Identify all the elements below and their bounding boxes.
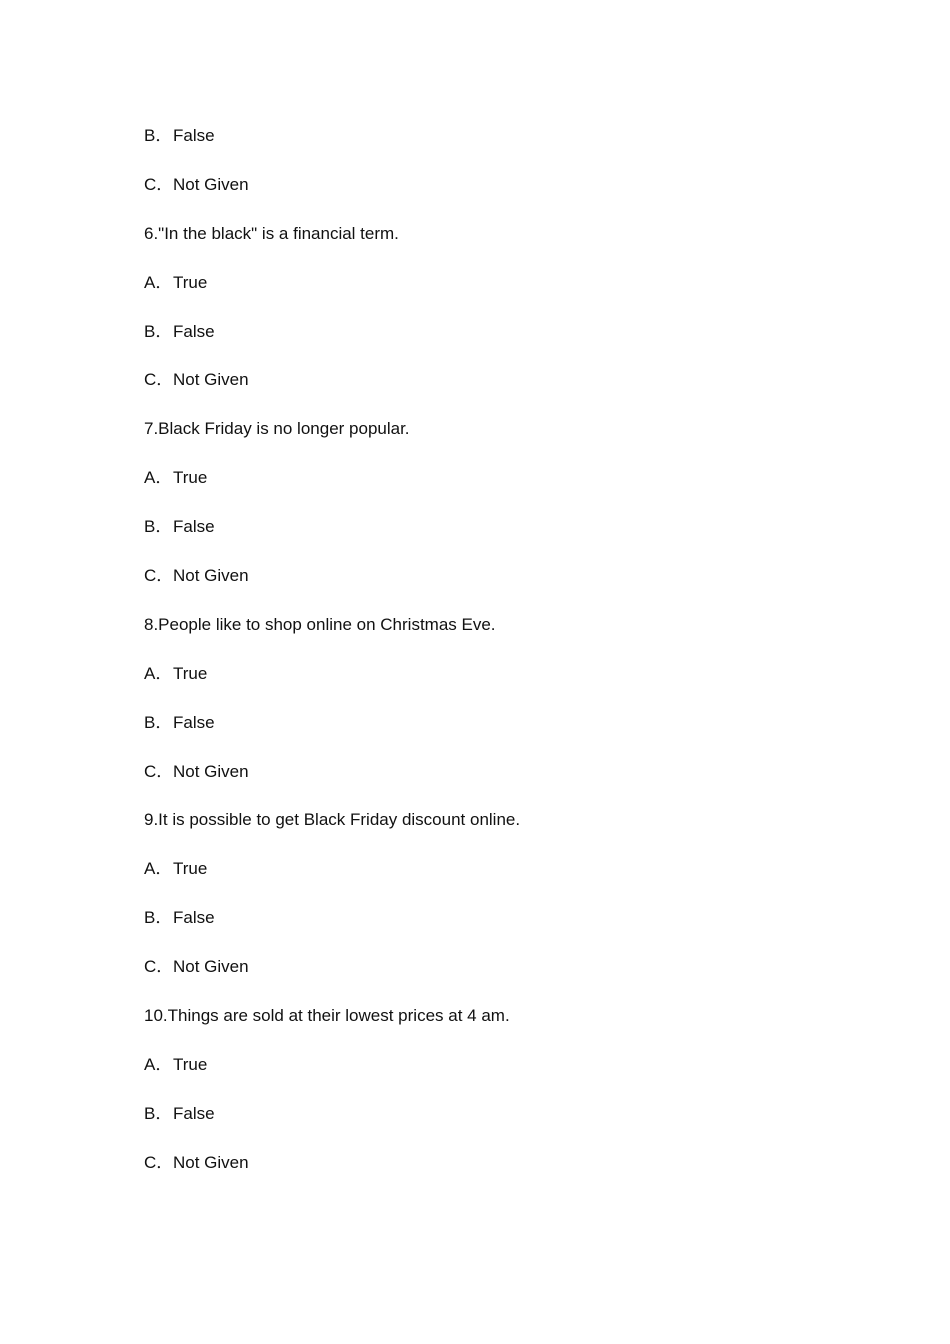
option-letter: A． [144, 1054, 173, 1074]
option-letter: B． [144, 1103, 173, 1123]
option-letter: C． [144, 566, 174, 586]
option-label: True [173, 468, 208, 488]
answer-option [144, 759, 824, 808]
option-label: Not Given [173, 174, 249, 194]
question-text [144, 807, 824, 856]
answer-option [144, 123, 824, 172]
question-label: 9.It is possible to get Black Friday discount online. [144, 810, 521, 830]
option-letter: C． [144, 957, 174, 977]
option-label: Not Given [173, 566, 249, 586]
question-label: 6."In the black" is a financial term. [144, 223, 399, 243]
answer-option [144, 954, 824, 1003]
answer-option [144, 856, 824, 905]
option-letter: B． [144, 126, 173, 145]
option-label: Not Given [173, 957, 249, 977]
answer-option [144, 270, 824, 319]
question-text [144, 221, 824, 270]
answer-option [144, 465, 824, 514]
answer-option [144, 563, 824, 612]
option-letter: B． [144, 321, 173, 341]
option-label: True [173, 859, 208, 879]
question-text [144, 416, 824, 465]
option-letter: A． [144, 468, 173, 488]
option-label: True [173, 272, 208, 292]
option-letter: B． [144, 908, 173, 928]
option-letter: A． [144, 663, 173, 683]
question-text [144, 1003, 824, 1052]
option-letter: C． [144, 1152, 174, 1172]
answer-option [144, 661, 824, 710]
option-label: True [173, 663, 208, 683]
answer-option [144, 710, 824, 759]
answer-option [144, 1101, 824, 1150]
option-label: Not Given [173, 761, 249, 781]
answer-option [144, 1052, 824, 1101]
answer-option [144, 367, 824, 416]
option-label: True [173, 1054, 208, 1074]
option-label: False [173, 908, 215, 928]
option-letter: C． [144, 174, 174, 194]
option-label: False [173, 1103, 215, 1123]
option-letter: B． [144, 517, 173, 537]
answer-option [144, 172, 824, 221]
question-label: 10.Things are sold at their lowest prices at 4 am. [144, 1006, 510, 1026]
option-letter: A． [144, 272, 173, 292]
option-letter: B． [144, 712, 173, 732]
option-letter: C． [144, 370, 174, 390]
question-list [144, 123, 824, 1199]
answer-option [144, 319, 824, 368]
option-label: Not Given [173, 1152, 249, 1172]
answer-option [144, 1150, 824, 1199]
option-label: False [173, 517, 215, 537]
question-label: 8.People like to shop online on Christmas Eve. [144, 614, 496, 634]
answer-option [144, 905, 824, 954]
answer-option [144, 514, 824, 563]
option-label: False [173, 712, 215, 732]
question-text [144, 612, 824, 661]
option-label: False [173, 126, 215, 145]
option-label: False [173, 321, 215, 341]
option-letter: A． [144, 859, 173, 879]
option-label: Not Given [173, 370, 249, 390]
question-label: 7.Black Friday is no longer popular. [144, 419, 410, 439]
option-letter: C． [144, 761, 174, 781]
